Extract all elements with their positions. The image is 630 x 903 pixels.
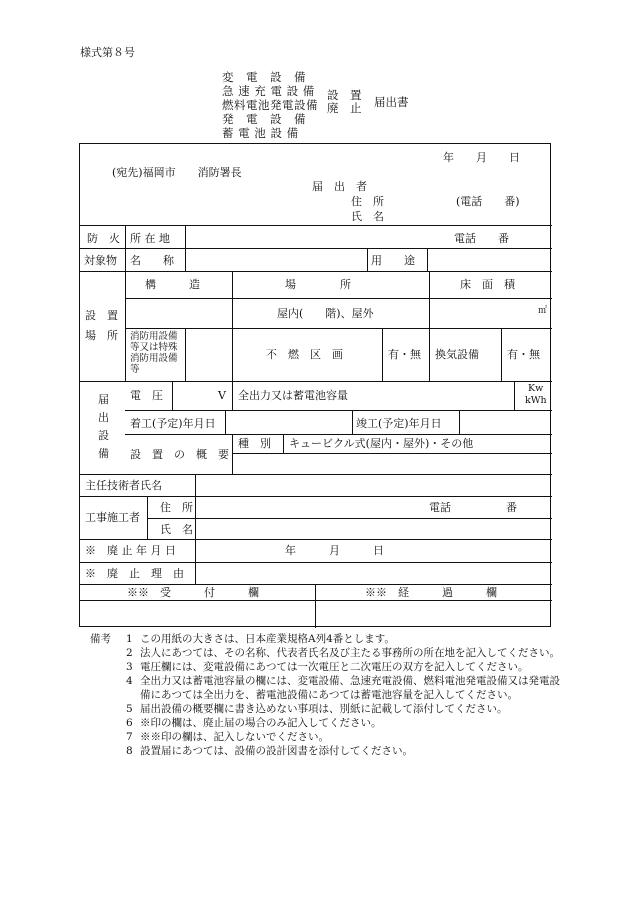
abolish-reason-label: ※ 廃 止 理 由 (85, 567, 184, 580)
install-place-label-1: 設 置 (85, 309, 118, 322)
start-date-label: 着工(予定)年月日 (130, 417, 216, 430)
type-label: 種 別 (238, 437, 271, 450)
note-number: 7 (126, 731, 133, 743)
note-text: 全出力又は蓄電池容量の欄には、変電設備、急速充電設備、燃料電池発電設備又は発電設備にあつては全出力を、蓄電池設備にあつては蓄電池容量を記入してください。 (140, 675, 560, 701)
ventilation-label: 換気設備 (435, 348, 479, 361)
type-value: キュービクル式(屋内・屋外)・その他 (289, 437, 474, 450)
note-text: ※※印の欄は、記入しないでください。 (140, 731, 329, 743)
notifier-label: 届 出 者 (312, 180, 367, 193)
voltage-label: 電 圧 (130, 389, 163, 402)
equipment-label-char: 出 (98, 411, 109, 424)
target-name-label: 名 称 (130, 254, 174, 267)
header-date: 年 月 日 (443, 151, 520, 164)
notifier-name-label: 氏 名 (351, 210, 384, 223)
indoor-outdoor-text: 屋内( 階)、屋外 (277, 307, 374, 320)
note-item (90, 730, 560, 744)
title-item: 蓄 電 池 設 備 (222, 126, 299, 140)
note-item (90, 702, 560, 716)
title-equipment-list (222, 70, 318, 140)
addressee: (宛先)福岡市 消防署長 (112, 166, 242, 179)
note-item (90, 646, 560, 660)
title-item: 急 速 充 電 設 備 (222, 84, 315, 98)
note-number: 5 (126, 703, 133, 715)
title-action-abolish: 廃 止 (327, 101, 362, 115)
target-phone-label: 電話 番 (454, 232, 509, 245)
output-unit-kwh: kWh (525, 395, 547, 406)
note-text: この用紙の大きさは、日本産業規格A列4番とします。 (140, 633, 395, 645)
note-number: 8 (126, 745, 133, 757)
title-suffix: 届出書 (374, 95, 409, 109)
floor-area-label: 床 面 積 (460, 278, 515, 291)
contractor-address-label: 住 所 (160, 501, 193, 514)
target-label-1: 防 火 (87, 232, 120, 245)
equipment-label-char: 設 (98, 429, 109, 442)
overview-label: 設 置 の 概 要 (130, 448, 229, 461)
equipment-label-char: 届 (98, 393, 109, 406)
reception-column-label: ※※ 受 付 欄 (127, 586, 259, 599)
note-text: 電圧欄には、変電設備にあつては一次電圧と二次電圧の双方を記入してください。 (140, 661, 529, 673)
title-action (327, 89, 362, 115)
abolish-date-label: ※ 廃 止 年 月 日 (85, 544, 176, 557)
note-item (90, 660, 560, 674)
place-label: 場 所 (285, 278, 351, 291)
title-action-install: 設 置 (327, 88, 362, 102)
note-text: 届出設備の概要欄に書き込めない事項は、別紙に記載して添付してください。 (140, 703, 508, 715)
note-number: 6 (126, 717, 133, 729)
notes-heading: 備考 (90, 633, 111, 645)
notification-form (79, 143, 551, 627)
contractor-label: 工事施工者 (85, 511, 140, 524)
target-location-label: 所 在 地 (130, 232, 170, 245)
note-number: 2 (126, 647, 133, 659)
equipment-label-char: 備 (98, 447, 109, 460)
progress-column-label: ※※ 経 過 欄 (365, 586, 497, 599)
form-number: 様式第８号 (80, 46, 135, 59)
note-text: 法人にあつては、その名称、代表者氏名及び主たる事務所の所在地を記入してください。 (140, 647, 560, 659)
abolish-date-value: 年 月 日 (285, 544, 384, 557)
output-label: 全出力又は蓄電池容量 (238, 389, 348, 402)
title-item: 発 電 設 備 (222, 112, 306, 126)
note-item (90, 716, 560, 730)
ventilation-yes-no: 有・無 (507, 348, 540, 361)
target-use-label: 用 途 (371, 254, 415, 267)
note-item (90, 744, 560, 758)
fire-equipment-label: 消防用設備等又は特殊消防用設備等 (130, 331, 178, 375)
note-text: ※印の欄は、廃止届の場合のみ記入してください。 (140, 717, 382, 729)
contractor-name-label: 氏 名 (160, 523, 193, 536)
title-item: 変 電 設 備 (222, 70, 306, 84)
note-item (90, 632, 560, 646)
note-number: 1 (126, 633, 133, 645)
title-item: 燃料電池発電設備 (222, 98, 318, 112)
area-unit: ㎡ (538, 306, 548, 316)
note-number: 3 (126, 661, 133, 673)
voltage-unit: V (218, 389, 226, 402)
notes-section (90, 632, 560, 758)
note-item (90, 674, 560, 702)
contractor-phone-label: 電話 番 (429, 501, 517, 514)
notifier-phone-label: (電話 番) (456, 195, 520, 208)
target-label-2: 対象物 (84, 254, 117, 267)
structure-label: 構 造 (145, 278, 200, 291)
note-text: 設置届にあつては、設備の設計図書を添付してください。 (140, 745, 413, 757)
fireproof-section-label: 不 燃 区 画 (266, 348, 343, 361)
completion-date-label: 竣工(予定)年月日 (356, 417, 442, 430)
install-place-label-2: 場 所 (85, 329, 118, 342)
notifier-address-label: 住 所 (351, 195, 384, 208)
output-unit-kw: Kw (528, 383, 544, 394)
fireproof-yes-no: 有・無 (388, 348, 421, 361)
chief-engineer-label: 主任技術者氏名 (85, 479, 162, 492)
note-number: 4 (126, 675, 133, 687)
